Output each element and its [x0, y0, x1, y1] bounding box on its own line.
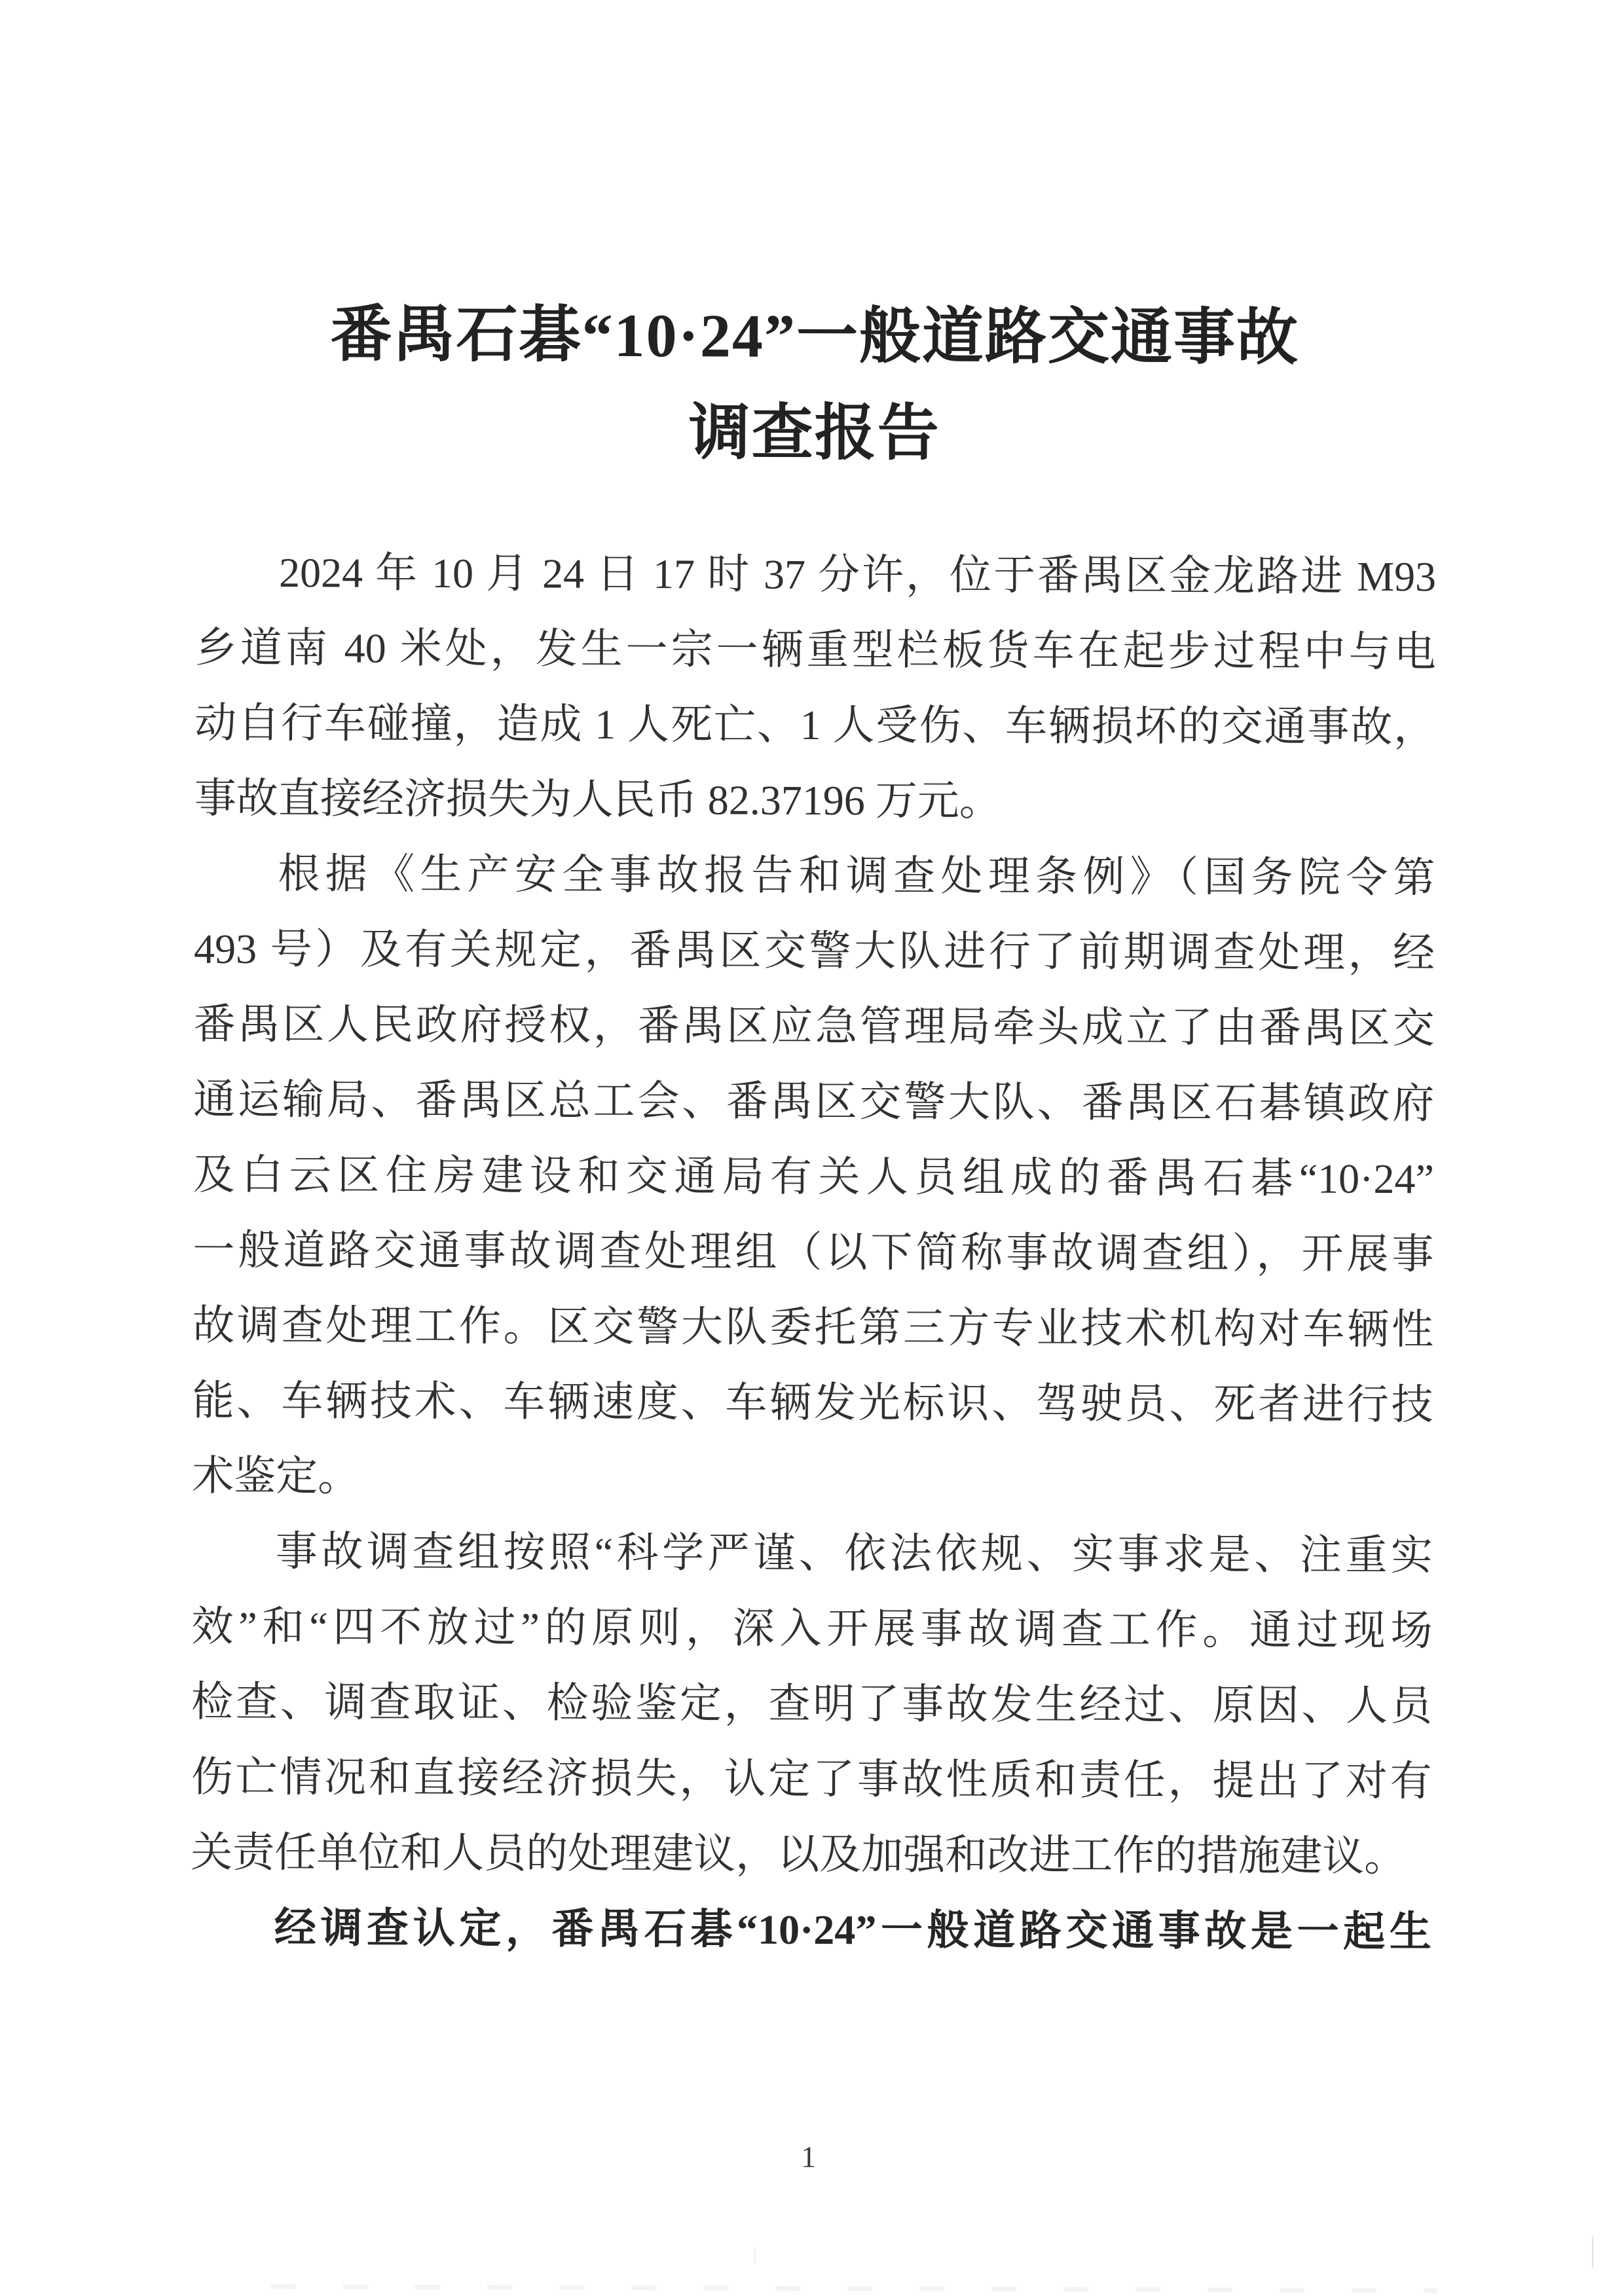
body-line: 番禺区人民政府授权，番禺区应急管理局牵头成立了由番禺区交 — [193, 1000, 1435, 1052]
body-line: 2024 年 10 月 24 日 17 时 37 分许，位于番禺区金龙路进 M93 — [278, 549, 1437, 600]
body-line: 关责任单位和人员的处理建议，以及加强和改进工作的措施建议。 — [191, 1829, 1407, 1880]
scan-artifact-tick — [1592, 2236, 1593, 2268]
paragraph-2 — [192, 836, 1435, 1518]
page-number: 1 — [801, 2140, 817, 2174]
document-body — [191, 535, 1437, 1970]
body-line: 乡道南 40 米处，发生一宗一辆重型栏板货车在起步过程中与电 — [194, 624, 1436, 676]
body-line: 事故直接经济损失为人民币 82.37196 万元。 — [194, 774, 1001, 825]
body-line: 动自行车碰撞，造成 1 人死亡、1 人受伤、车辆损坏的交通事故， — [194, 699, 1436, 751]
body-line: 能、车辆技术、车辆速度、车辆发光标识、驾驶员、死者进行技 — [192, 1377, 1433, 1429]
body-line: 检查、调查取证、检验鉴定，查明了事故发生经过、原因、人员 — [191, 1678, 1433, 1730]
body-line: 经调查认定，番禺石碁“10·24”一般道路交通事故是一起生 — [274, 1904, 1431, 1956]
body-line: 及白云区住房建设和交通局有关人员组成的番禺石碁“10·24” — [193, 1151, 1434, 1203]
paragraph-1 — [194, 535, 1437, 841]
body-line: 一般道路交通事故调查处理组（以下简称事故调查组），开展事 — [193, 1226, 1434, 1278]
body-line: 术鉴定。 — [192, 1452, 360, 1500]
body-line: 根据《生产安全事故报告和调查处理条例》（国务院令第 — [278, 850, 1435, 902]
body-line: 效”和“四不放过”的原则，深入开展事故调查工作。通过现场 — [191, 1603, 1433, 1654]
scan-artifact-tick — [754, 2247, 756, 2264]
body-line: 伤亡情况和直接经济损失，认定了事故性质和责任，提出了对有 — [191, 1753, 1432, 1805]
body-line: 故调查处理工作。区交警大队委托第三方专业技术机构对车辆性 — [192, 1302, 1434, 1353]
paragraph-4-bold — [191, 1890, 1431, 1970]
document-title-line-2: 调查报告 — [688, 399, 940, 468]
body-line: 事故调查组按照“科学严谨、依法依规、实事求是、注重实 — [275, 1528, 1433, 1579]
scan-artifact-strip — [271, 2284, 1437, 2293]
document-title-line-1: 番禺石碁“10·24”一般道路交通事故 — [330, 301, 1300, 373]
document-title — [3, 285, 1624, 485]
body-line: 493 号）及有关规定，番禺区交警大队进行了前期调查处理，经 — [193, 925, 1435, 977]
body-line: 通运输局、番禺区总工会、番禺区交警大队、番禺区石碁镇政府 — [193, 1076, 1435, 1127]
paragraph-3 — [191, 1514, 1433, 1895]
